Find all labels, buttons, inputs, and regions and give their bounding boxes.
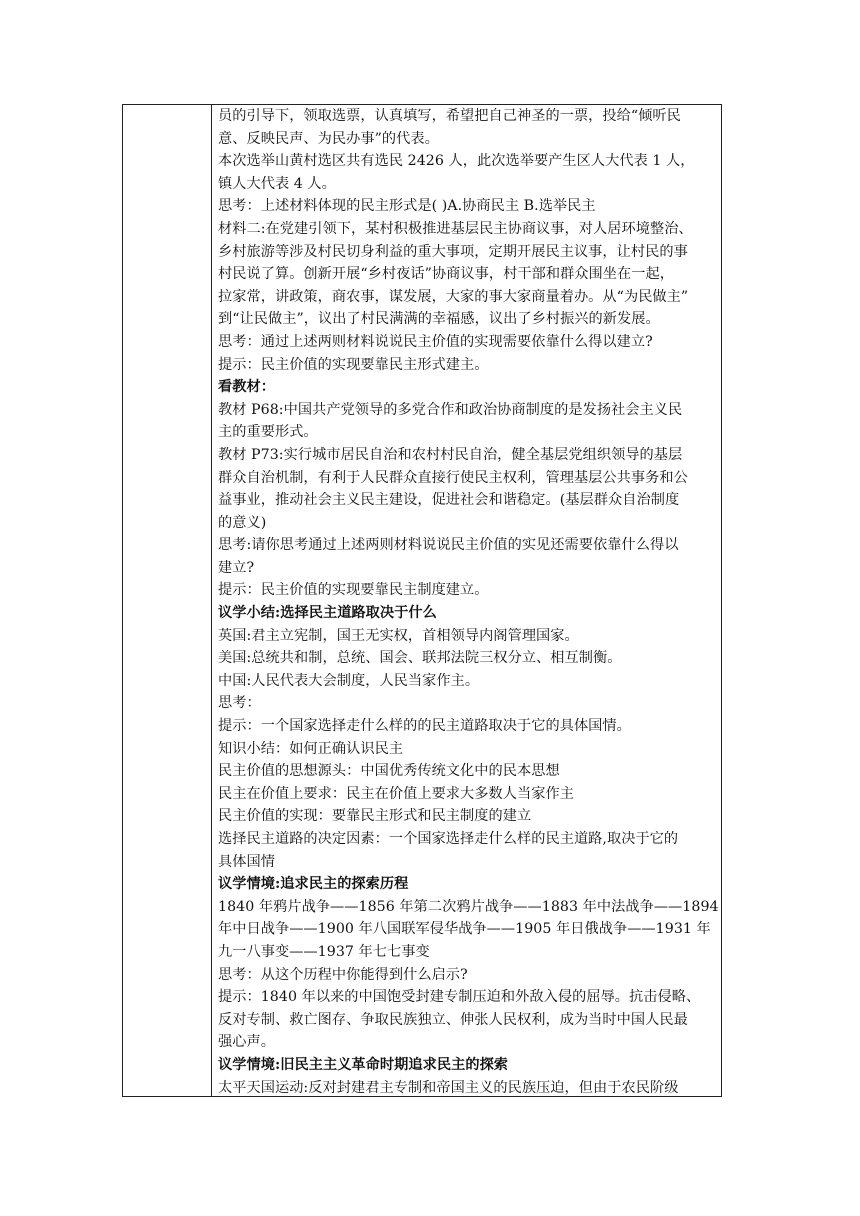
text-line: 强心声。 [218,1034,275,1051]
text-line: 提示：一个国家选择走什么样的的民主道路取决于它的具体国情。 [218,718,631,735]
text-line: 本次选举山黄村选区共有选民 2426 人，此次选举要产生区人大代表 1 人， [218,153,695,170]
text-line: 乡村旅游等涉及村民切身利益的重大事项，定期开展民主议事，让村民的事 [218,243,688,260]
text-line: 提示：民主价值的实现要靠民主制度建立。 [218,582,489,599]
text-line: 思考： [218,695,261,712]
text-line: 主的重要形式。 [218,424,318,441]
text-line: 英国:君主立宪制，国王无实权，首相领导内阁管理国家。 [218,627,579,644]
document-table [122,104,722,1097]
text-line: 选择民主道路的决定因素：一个国家选择走什么样的民主道路,取决于它的 [218,831,679,847]
column-divider [211,105,212,1096]
text-line: 思考：上述材料体现的民主形式是( )A.协商民主 B.选举民主 [218,198,596,215]
text-line: 镇人大代表 4 人。 [218,175,336,192]
text-line: 提示：民主价值的实现要靠民主形式建主。 [218,356,489,373]
text-line: 美国:总统共和制，总统、国会、联邦法院三权分立、相互制衡。 [218,650,622,667]
text-line: 益事业，推动社会主义民主建设，促进社会和谐稳定。(基层群众自治制度 [218,492,680,509]
text-line: 1840 年鸦片战争——1856 年第二次鸦片战争——1883 年中法战争——1894 [218,898,719,915]
text-line: 村民说了算。创新开展“乡村夜话”协商议事，村干部和群众围坐在一起， [218,266,674,283]
section-heading: 议学情境:追求民主的探索历程 [218,876,409,893]
text-line: 民主价值的思想源头：中国优秀传统文化中的民本思想 [218,763,560,780]
text-line: 思考：通过上述两则材料说说民主价值的实现需要依靠什么得以建立? [218,333,653,350]
text-line: 民主在价值上要求：民主在价值上要求大多数人当家作主 [218,785,574,802]
text-line: 教材 P68:中国共产党领导的多党合作和政治协商制度的是发扬社会主义民 [218,401,683,418]
text-line: 太平天国运动:反对封建君主专制和帝国主义的民族压迫，但由于农民阶级 [218,1079,679,1096]
text-line: 提示：1840 年以来的中国饱受封建专制压迫和外敌入侵的屈辱。抗击侵略、 [218,989,701,1006]
section-heading: 议学小结:选择民主道路取决于什么 [218,605,437,622]
text-line: 到“让民做主”，议出了村民满满的幸福感，议出了乡村振兴的新发展。 [218,311,660,328]
text-line: 材料二:在党建引领下，某村积极推进基层民主协商议事，对人居环境整治、 [218,220,693,237]
text-line: 思考:请你思考通过上述两则材料说说民主价值的实见还需要依靠什么得以 [218,537,679,554]
text-line: 中国:人民代表大会制度，人民当家作主。 [218,672,480,689]
section-heading: 看教材： [218,379,275,396]
text-line: 建立? [218,559,255,576]
text-line: 九一八事变——1937 年七七事变 [218,943,430,960]
text-line: 民主价值的实现：要靠民主形式和民主制度的建立 [218,808,532,825]
text-line: 年中日战争——1900 年八国联军侵华战争——1905 年日俄战争——1931 年 [218,921,711,938]
text-line: 思考：从这个历程中你能得到什么启示? [218,966,468,983]
text-line: 具体国情 [218,853,275,870]
text-line: 意、反映民声、为民办事”的代表。 [218,130,439,147]
text-line: 教材 P73:实行城市居民自治和农村村民自治，健全基层党组织领导的基层 [218,446,683,463]
section-heading: 议学情境:旧民主主义革命时期追求民主的探索 [218,1056,509,1073]
text-line: 员的引导下，领取选票，认真填写，希望把自己神圣的一票，投给“倾听民 [218,108,681,124]
text-line: 拉家常，讲政策，商农事，谋发展，大家的事大家商量着办。从“为民做主” [218,288,689,305]
text-line: 的意义) [218,514,267,531]
text-line: 知识小结：如何正确认识民主 [218,740,404,757]
text-line: 反对专制、救亡图存、争取民族独立、伸张人民权利，成为当时中国人民最 [218,1011,688,1028]
text-line: 群众自治机制，有利于人民群众直接行使民主权利，管理基层公共事务和公 [218,469,688,486]
content-cell [218,105,718,1099]
